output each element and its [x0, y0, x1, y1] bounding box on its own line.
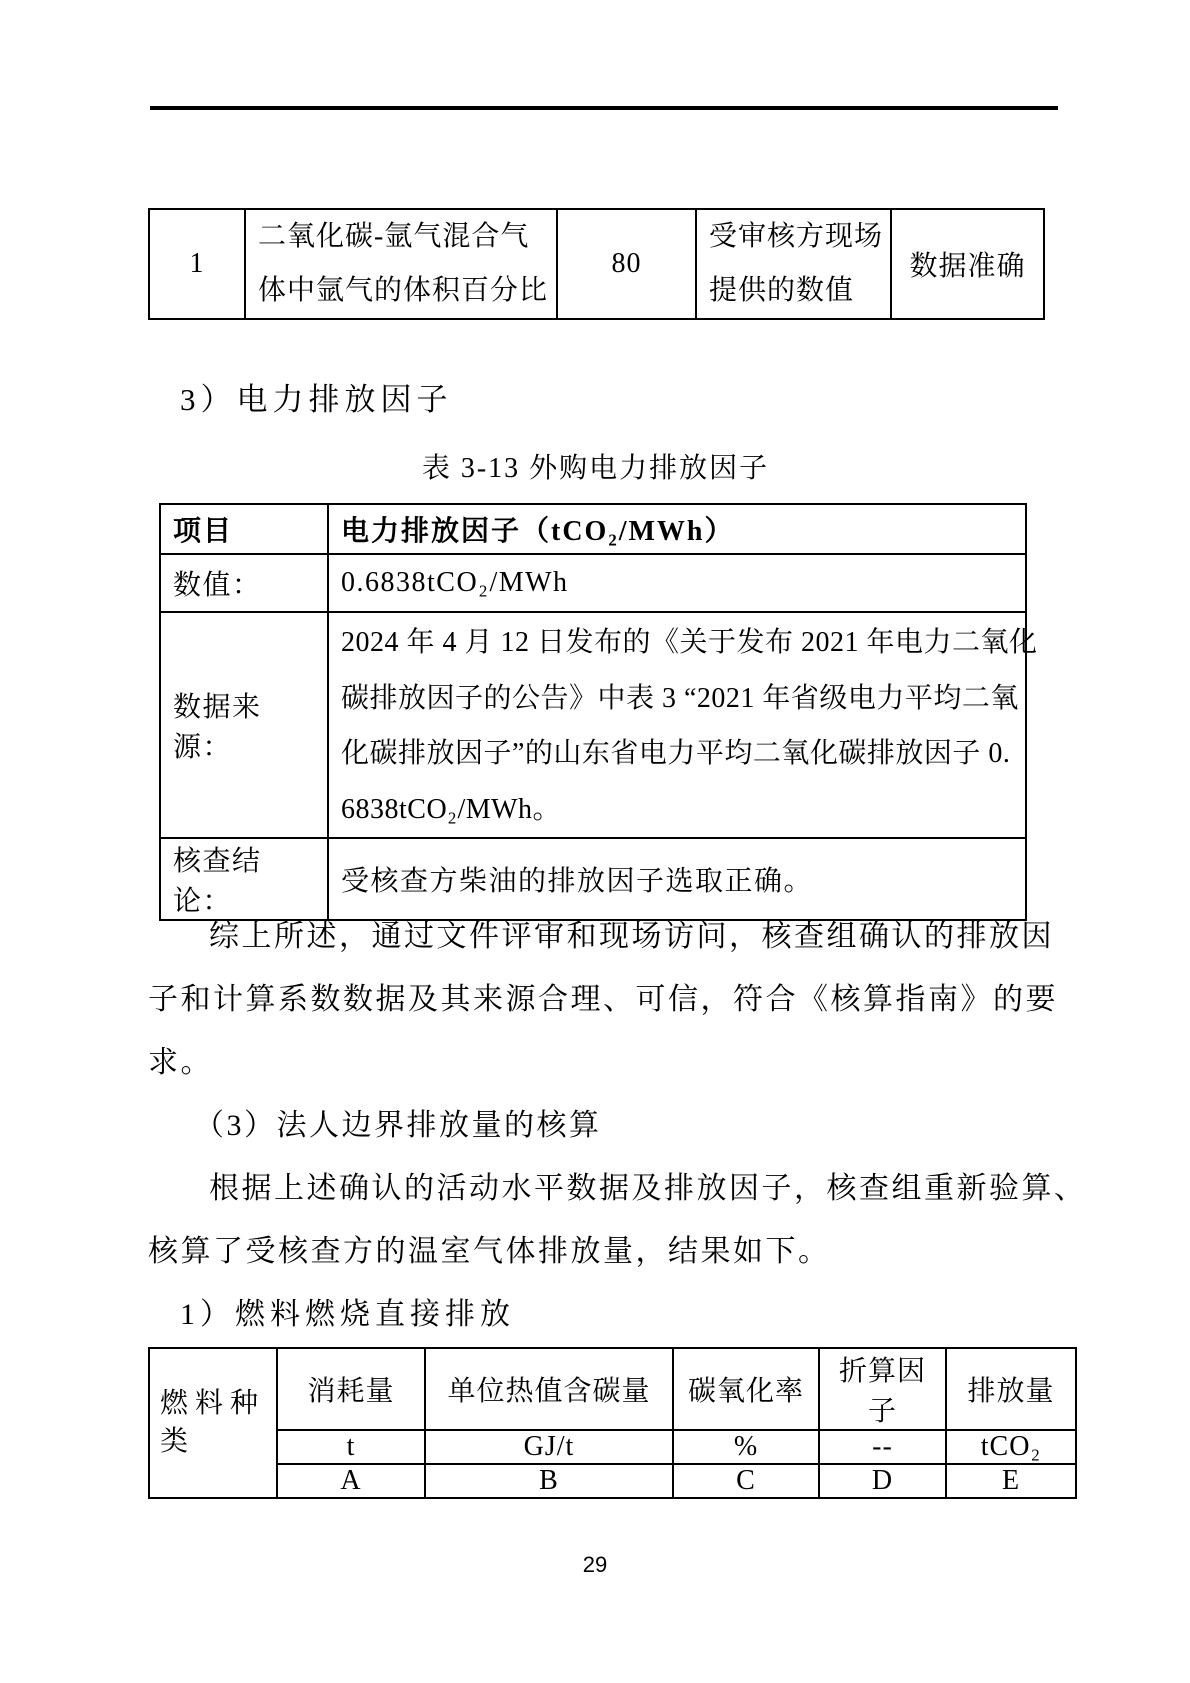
cell-value: 0.6838tCO₂/MWh [328, 554, 1026, 612]
cell-item-header: 项目 [160, 504, 328, 554]
col-header-oxidation-rate: 碳氧化率 [673, 1348, 819, 1430]
cell-parameter-value: 80 [557, 209, 696, 319]
cell-row-index: 1 [149, 209, 245, 319]
cell-fuel-type-header [149, 1348, 277, 1498]
cell-conclusion: 数据准确 [891, 209, 1044, 319]
table-row [149, 209, 1044, 319]
source-text-line: 碳排放因子的公告》中表 3 “2021 年省级电力平均二氧 [341, 682, 1019, 714]
source-text-line: 化碳排放因子”的山东省电力平均二氧化碳排放因子 0. [341, 738, 1011, 769]
cell-parameter-name [245, 209, 557, 319]
table-header-row [160, 504, 1026, 554]
paragraph-line: 子和计算系数数据及其来源合理、可信，符合《核算指南》的要 [148, 983, 1058, 1016]
col-header-carbon-content: 单位热值含碳量 [425, 1348, 673, 1430]
paragraph-line: 根据上述确认的活动水平数据及排放因子，核查组重新验算、 [209, 1172, 1087, 1205]
parameter-line: 体中氩气的体积百分比 [258, 275, 549, 306]
source-line: 提供的数值 [709, 275, 855, 306]
cell-factor-header: 电力排放因子（tCO₂/MWh） [328, 504, 1026, 554]
cell-data-source [696, 209, 891, 319]
fuel-table-header-row [149, 1348, 1076, 1430]
col-header-emission: 排放量 [946, 1348, 1076, 1430]
electricity-emission-factor-table [159, 503, 1038, 921]
header-rule [150, 106, 1058, 110]
paragraph-line: 综上所述，通过文件评审和现场访问，核查组确认的排放因 [209, 920, 1054, 953]
cell-letter: B [425, 1464, 673, 1498]
cell-letter: C [673, 1464, 819, 1498]
cell-letter: E [946, 1464, 1076, 1498]
fuel-table-letter-row [149, 1464, 1076, 1498]
table-3-13-caption: 表 3-13 外购电力排放因子 [421, 453, 770, 484]
fuel-type-line: 类 [160, 1426, 189, 1457]
body-paragraphs [148, 905, 1087, 1346]
source-text-line: 6838tCO₂/MWh。 [341, 793, 562, 825]
table-row-source [160, 612, 1026, 838]
section-heading-legal-boundary: （3）法人边界排放量的核算 [194, 1109, 602, 1142]
parameter-line: 二氧化碳-氩气混合气 [258, 221, 530, 252]
table-row-value [160, 554, 1026, 612]
fuel-combustion-table [148, 1347, 1077, 1499]
source-line: 受审核方现场 [709, 221, 884, 252]
cell-conclusion-text: 受核查方柴油的排放因子选取正确。 [328, 838, 1026, 920]
cell-value-label: 数值： [160, 554, 328, 612]
page-number: 29 [582, 1552, 608, 1577]
cell-unit: GJ/t [425, 1430, 673, 1464]
cell-source-text [328, 612, 1038, 838]
paragraph-line: 求。 [148, 1046, 213, 1079]
cell-unit: tCO₂ [946, 1430, 1076, 1464]
col-header-consumption: 消耗量 [277, 1348, 425, 1430]
cell-unit: t [277, 1430, 425, 1464]
parameter-confirmation-table [148, 208, 1045, 320]
paragraph-line: 核算了受核查方的温室气体排放量，结果如下。 [148, 1235, 831, 1268]
cell-unit: -- [819, 1430, 946, 1464]
cell-letter: D [819, 1464, 946, 1498]
cell-letter: A [277, 1464, 425, 1498]
source-text-line: 2024 年 4 月 12 日发布的《关于发布 2021 年电力二氧化 [341, 627, 1038, 658]
cell-conclusion-label: 核查结论： [160, 838, 328, 920]
cell-source-label: 数据来源： [160, 612, 328, 838]
fuel-table-unit-row [149, 1430, 1076, 1464]
fuel-type-line: 燃 料 种 [160, 1388, 259, 1419]
col-header-conversion-factor: 折算因子 [819, 1348, 946, 1430]
section-heading-electricity-factor: 3）电力排放因子 [180, 382, 453, 417]
cell-unit: % [673, 1430, 819, 1464]
subsection-heading-fuel-combustion: 1）燃料燃烧直接排放 [180, 1298, 515, 1331]
